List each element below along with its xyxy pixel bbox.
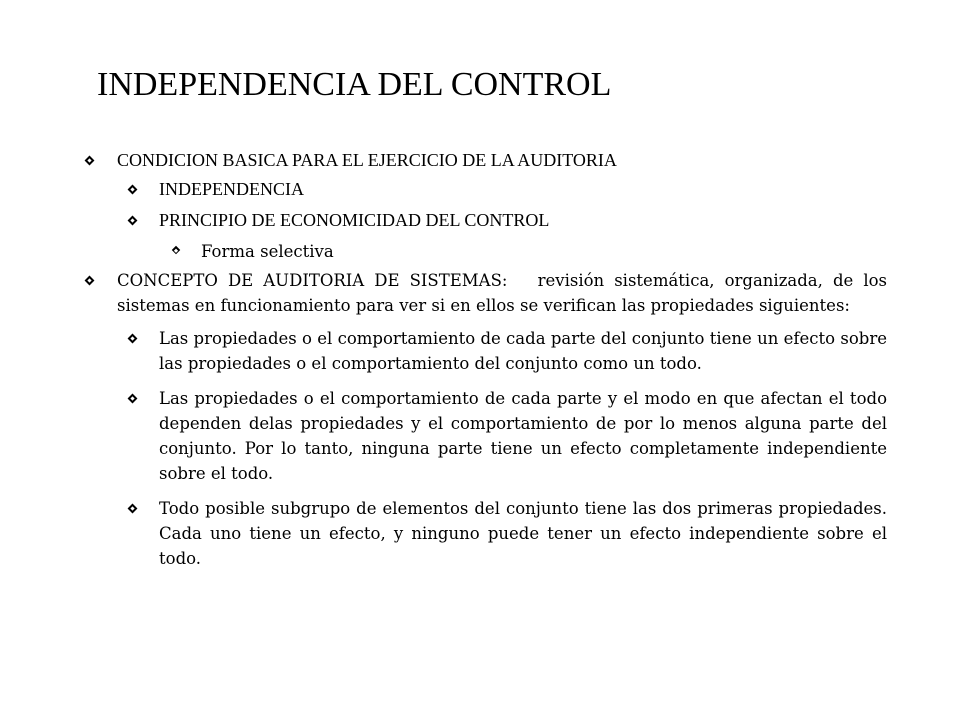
- list-item: [117, 268, 893, 318]
- list-item-text: INDEPENDENCIA: [159, 179, 304, 199]
- diamond-bullet-icon: [85, 276, 95, 286]
- list-item-text: CONDICION BASICA PARA EL EJERCICIO DE LA AUDITORIA: [117, 150, 617, 170]
- list-item: [117, 148, 887, 173]
- diamond-bullet-icon: [85, 156, 95, 166]
- list-item: [159, 208, 887, 233]
- list-item-text: Las propiedades o el comportamiento de cada parte y el modo en que afectan el todo dependen delas propiedades y el comportamiento de por lo menos alguna parte del conjunto. Por lo tanto, ninguna parte tiene un efecto completamente independiente sobre el todo.: [159, 389, 887, 483]
- list-item: [159, 326, 887, 376]
- list-item-text: PRINCIPIO DE ECONOMICIDAD DEL CONTROL: [159, 210, 550, 230]
- list-item-text: Todo posible subgrupo de elementos del conjunto tiene las dos primeras propiedades. Cada uno tiene un efecto, y ninguno puede tener un efecto independiente sobre el todo.: [159, 499, 887, 568]
- diamond-bullet-icon: [128, 504, 138, 514]
- diamond-bullet-icon: [172, 246, 180, 254]
- slide-title: INDEPENDENCIA DEL CONTROL: [97, 66, 612, 103]
- list-item: [159, 386, 887, 486]
- list-item: [159, 496, 887, 571]
- list-item-text: CONCEPTO DE AUDITORIA DE SISTEMAS: revisión sistemática, organizada, de los sistemas en funcionamiento para ver si en ellos se verifican las propiedades siguientes:: [117, 271, 893, 315]
- slide-bullet-list: [0, 148, 960, 577]
- diamond-bullet-icon: [128, 334, 138, 344]
- diamond-bullet-icon: [128, 394, 138, 404]
- list-item-text: Forma selectiva: [201, 242, 334, 261]
- diamond-bullet-icon: [128, 216, 138, 226]
- list-item: [201, 239, 887, 264]
- list-item: [159, 177, 887, 202]
- diamond-bullet-icon: [128, 185, 138, 195]
- list-item-text: Las propiedades o el comportamiento de cada parte del conjunto tiene un efecto sobre las propiedades o el comportamiento del conjunto como un todo.: [159, 329, 887, 373]
